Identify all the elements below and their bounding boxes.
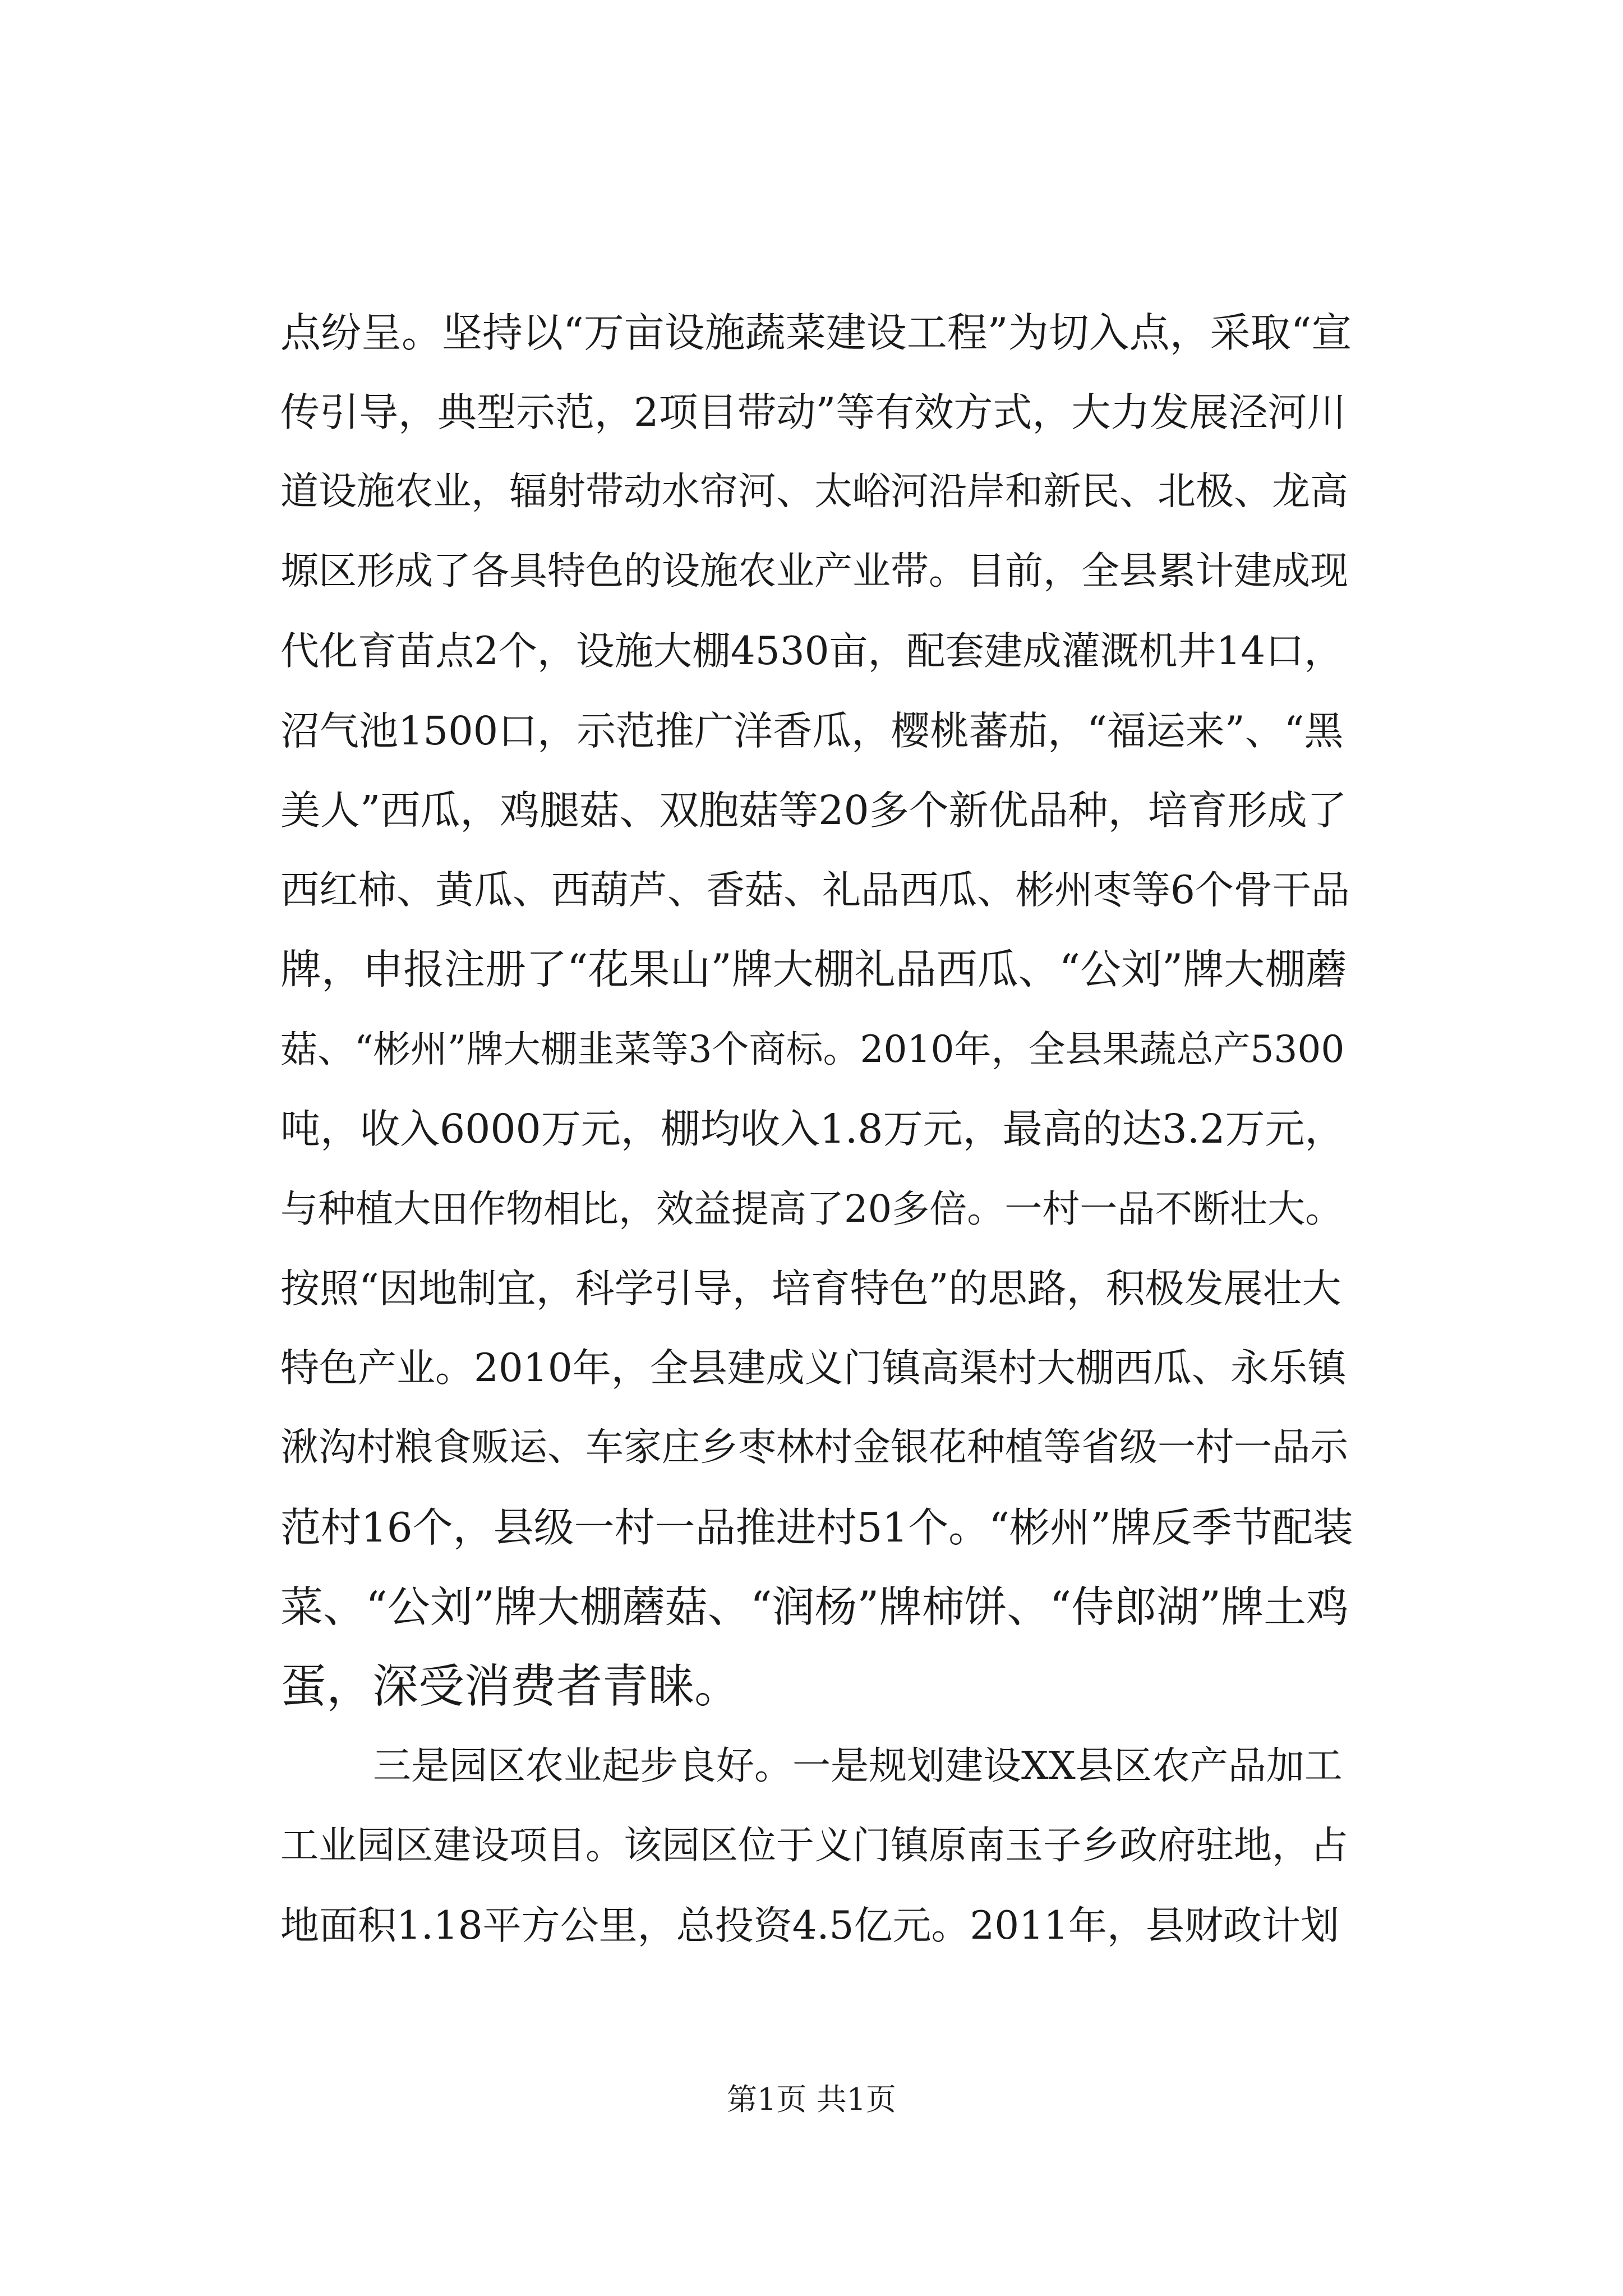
text-line: 蛋，深受消费者青睐。 xyxy=(280,1660,741,1713)
text-line: 美人”西瓜，鸡腿菇、双胞菇等20多个新优品种，培育形成了 xyxy=(280,787,1347,834)
text-line: 与种植大田作物相比，效益提高了20多倍。一村一品不断壮大。 xyxy=(280,1187,1343,1231)
page-footer: 第1页 共1页 xyxy=(727,2082,896,2117)
text-line: 湫沟村粮食贩运、车家庄乡枣林村金银花种植等省级一村一品示 xyxy=(280,1425,1349,1470)
text-line: 传引导，典型示范，2项目带动”等有效方式，大力发展泾河川 xyxy=(280,389,1347,435)
text-line: 地面积1.18平方公里，总投资4.5亿元。2011年，县财政计划 xyxy=(280,1903,1339,1948)
text-line: 塬区形成了各具特色的设施农业产业带。目前，全县累计建成现 xyxy=(280,549,1349,593)
text-line: 三是园区农业起步良好。一是规划建设XX县区农产品加工 xyxy=(373,1744,1343,1788)
text-line: 菜、“公刘”牌大棚蘑菇、“润杨”牌柿饼、“侍郎湖”牌土鸡 xyxy=(280,1582,1349,1632)
text-line: 吨，收入6000万元，棚均收入1.8万元，最高的达3.2万元， xyxy=(280,1106,1345,1152)
text-line: 代化育苗点2个，设施大棚4530亩，配套建成灌溉机井14口， xyxy=(280,629,1343,674)
text-line: 牌，申报注册了“花果山”牌大棚礼品西瓜、“公刘”牌大棚蘑 xyxy=(280,946,1347,993)
text-line: 范村16个，县级一村一品推进村51个。“彬州”牌反季节配装 xyxy=(280,1504,1353,1551)
text-line: 工业园区建设项目。该园区位于义门镇原南玉子乡政府驻地，占 xyxy=(280,1824,1349,1868)
text-line: 点纷呈。坚持以“万亩设施蔬菜建设工程”为切入点，采取“宣 xyxy=(280,309,1352,356)
text-line: 沼气池1500口，示范推广洋香瓜，樱桃蕃茄，“福运来”、“黑 xyxy=(280,708,1344,754)
text-line: 菇、“彬州”牌大棚韭菜等3个商标。2010年，全县果蔬总产5300 xyxy=(280,1028,1345,1071)
text-line: 西红柿、黄瓜、西葫芦、香菇、礼品西瓜、彬州枣等6个骨干品 xyxy=(280,868,1350,913)
text-line: 道设施农业，辐射带动水帘河、太峪河沿岸和新民、北极、龙高 xyxy=(280,470,1349,514)
text-line: 特色产业。2010年，全县建成义门镇高渠村大棚西瓜、永乐镇 xyxy=(280,1346,1347,1391)
text-line: 按照“因地制宜，科学引导，培育特色”的思路，积极发展壮大 xyxy=(280,1266,1341,1312)
